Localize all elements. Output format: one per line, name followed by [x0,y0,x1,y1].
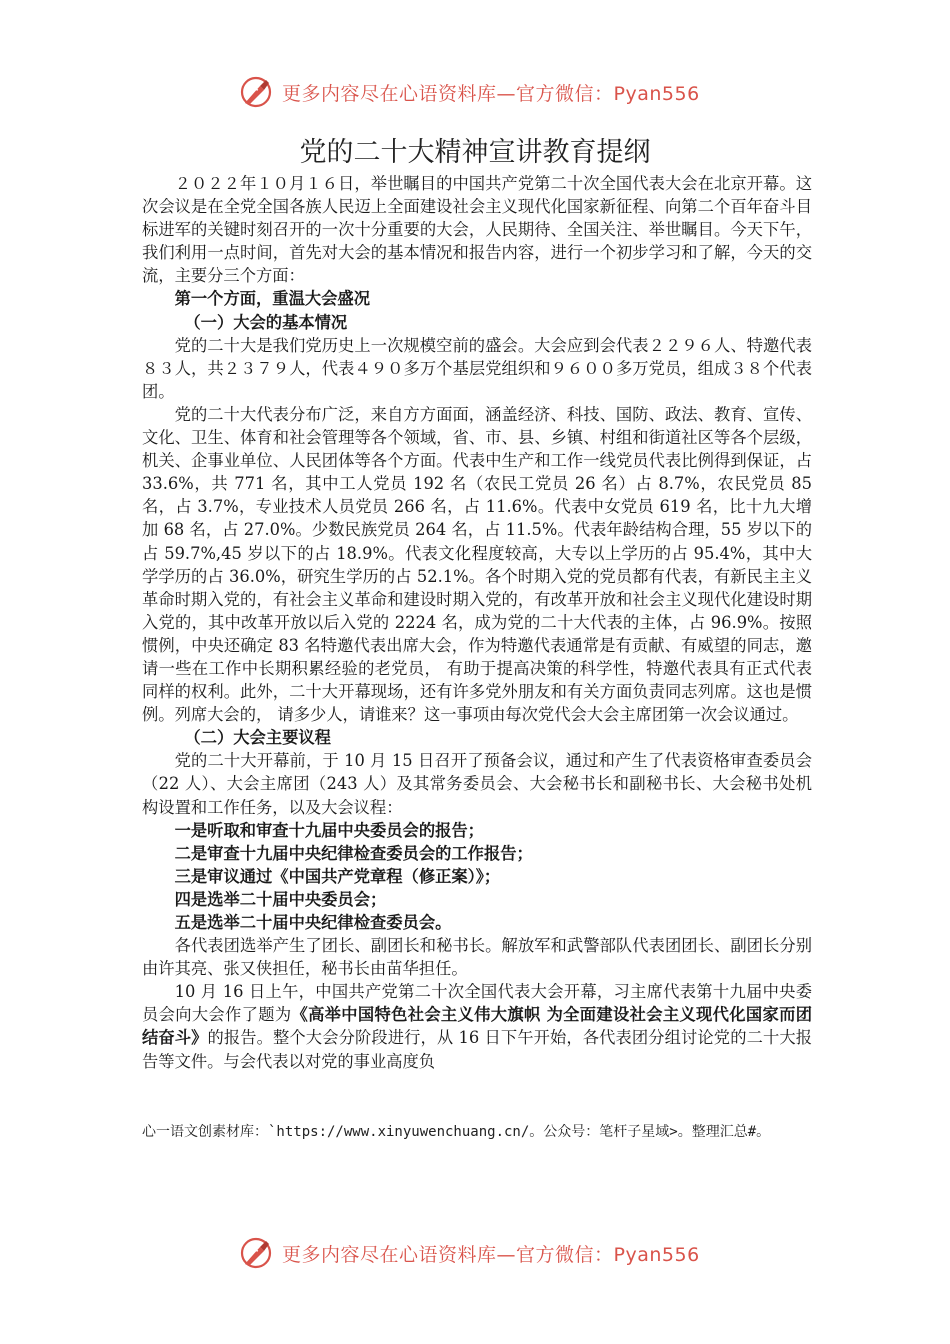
agenda-item-2: 二是审查十九届中央纪律检查委员会的工作报告； [174,843,533,863]
document-title: 党的二十大精神宣讲教育提纲 [299,137,651,168]
paragraph-delegation-leaders: 各代表团选举产生了团长、副团长和秘书长。解放军和武警部队代表团团长、副团长分别由许其亮、张又侠担任，秘书长由苗华担任。 [142,936,812,979]
footer-banner [238,1235,738,1271]
header-banner-text: 更多内容尽在心语资料库—官方微信：Pyan556 [282,82,700,105]
intro-paragraph: ２０２２年１０月１６日，举世瞩目的中国共产党第二十次全国代表大会在北京开幕。这次会议是在全党全国各族人民迈上全面建设社会主义现代化国家新征程、向第二个百年奋斗目标进军的关键时刻召开的一次十分重要的大会，人民期待、全国关注、举世瞩目。今天下午，我们利用一点时间，首先对大会的基本情况和报告内容，进行一个初步学习和了解，今天的交流，主要分三个方面： [142,174,812,286]
fountain-pen-logo-icon [238,74,274,110]
agenda-item-3: 三是审议通过《中国共产党章程（修正案）》； [174,866,501,886]
paragraph-delegates: 党的二十大代表分布广泛，来自方方面面，涵盖经济、科技、国防、政法、教育、宣传、文化、卫生、体育和社会管理等各个领域，省、市、县、乡镇、村组和街道社区等各个层级，机关、企事业单位、人民团体等各个方面。代表中生产和工作一线党员代表比例得到保证，占 33.6%，共 771 名，其中工人党员 192 名（农民工党员 26 名）占 8.7%，农民党员 85 名，占 3.7%，专业技术人员党员 266 名，占 11.6%。代表中女党员 619 名，比十九大增加 68 名，占 27.0%。少数民族党员 264 名，占 11.5%。代表年龄结构合理，55 岁以下的占 59.7%,45 岁以下的占 18.9%。代表文化程度较高，大专以上学历的占 95.4%，其中大学学历的占 36.0%，研究生学历的占 52.1%。各个时期入党的党员都有代表，有新民主主义革命时期入党的，有社会主义革命和建设时期入党的，有改革开放和社会主义现代化建设时期入党的，其中改革开放以后入党的 2224 名，成为党的二十大代表的主体，占 96.9%。按照惯例，中央还确定 83 名特邀代表出席大会，作为特邀代表通常是有贡献、有威望的同志，邀请一些在工作中长期积累经验的老党员， 有助于提高决策的科学性，特邀代表具有正式代表同样的权利。此外，二十大开幕现场，还有许多党外朋友和有关方面负责同志列席。这也是惯例。列席大会的， 请多少人，请谁来？这一事项由每次党代会大会主席团第一次会议通过。 [142,404,812,725]
subsection-heading-1: （一）大会的基本情况 [184,312,348,332]
paragraph-opening [142,980,812,1072]
header-banner [238,74,738,110]
agenda-item-5: 五是选举二十届中央纪律检查委员会。 [174,913,452,932]
opening-text: 10 月 16 日上午，中国共产党第二十次全国代表大会开幕，习主席代表第十九届中央委员会向大会作了题为 [142,982,812,1025]
agenda-item-4: 四是选举二十届中央委员会； [174,889,387,909]
source-footnote: 心一语文创素材库：`https://www.xinyuwenchuang.cn/。公众号：笔杆子星域>。整理汇总#。 [142,1124,771,1140]
section-heading-1: 第一个方面，重温大会盛况 [174,289,370,309]
footer-banner-text: 更多内容尽在心语资料库—官方微信：Pyan556 [282,1243,700,1266]
report-title: 《高举中国特色社会主义伟大旗帜 为全面建设社会主义现代化国家而团结奋斗》 [142,1005,812,1048]
paragraph-scale: 党的二十大是我们党历史上一次规模空前的盛会。大会应到会代表２２９６人、特邀代表８３人，共２３７９人，代表４９０多万个基层党组织和９６００多万党员，组成３８个代表团。 [142,335,812,401]
document-body [142,172,812,1073]
paragraph-preparatory-meeting: 党的二十大开幕前，于 10 月 15 日召开了预备会议，通过和产生了代表资格审查委员会（22 人）、大会主席团（243 人）及其常务委员会、大会秘书长和副秘书长、大会秘书处机构设置和工作任务，以及大会议程： [142,751,812,817]
subsection-heading-2: （二）大会主要议程 [184,728,331,748]
agenda-item-1: 一是听取和审查十九届中央委员会的报告； [174,820,484,840]
opening-text-continued: 的报告。整个大会分阶段进行，从 16 日下午开始，各代表团分组讨论党的二十大报告等文件。与会代表以对党的事业高度负 [142,1028,812,1071]
fountain-pen-logo-icon [238,1235,274,1271]
